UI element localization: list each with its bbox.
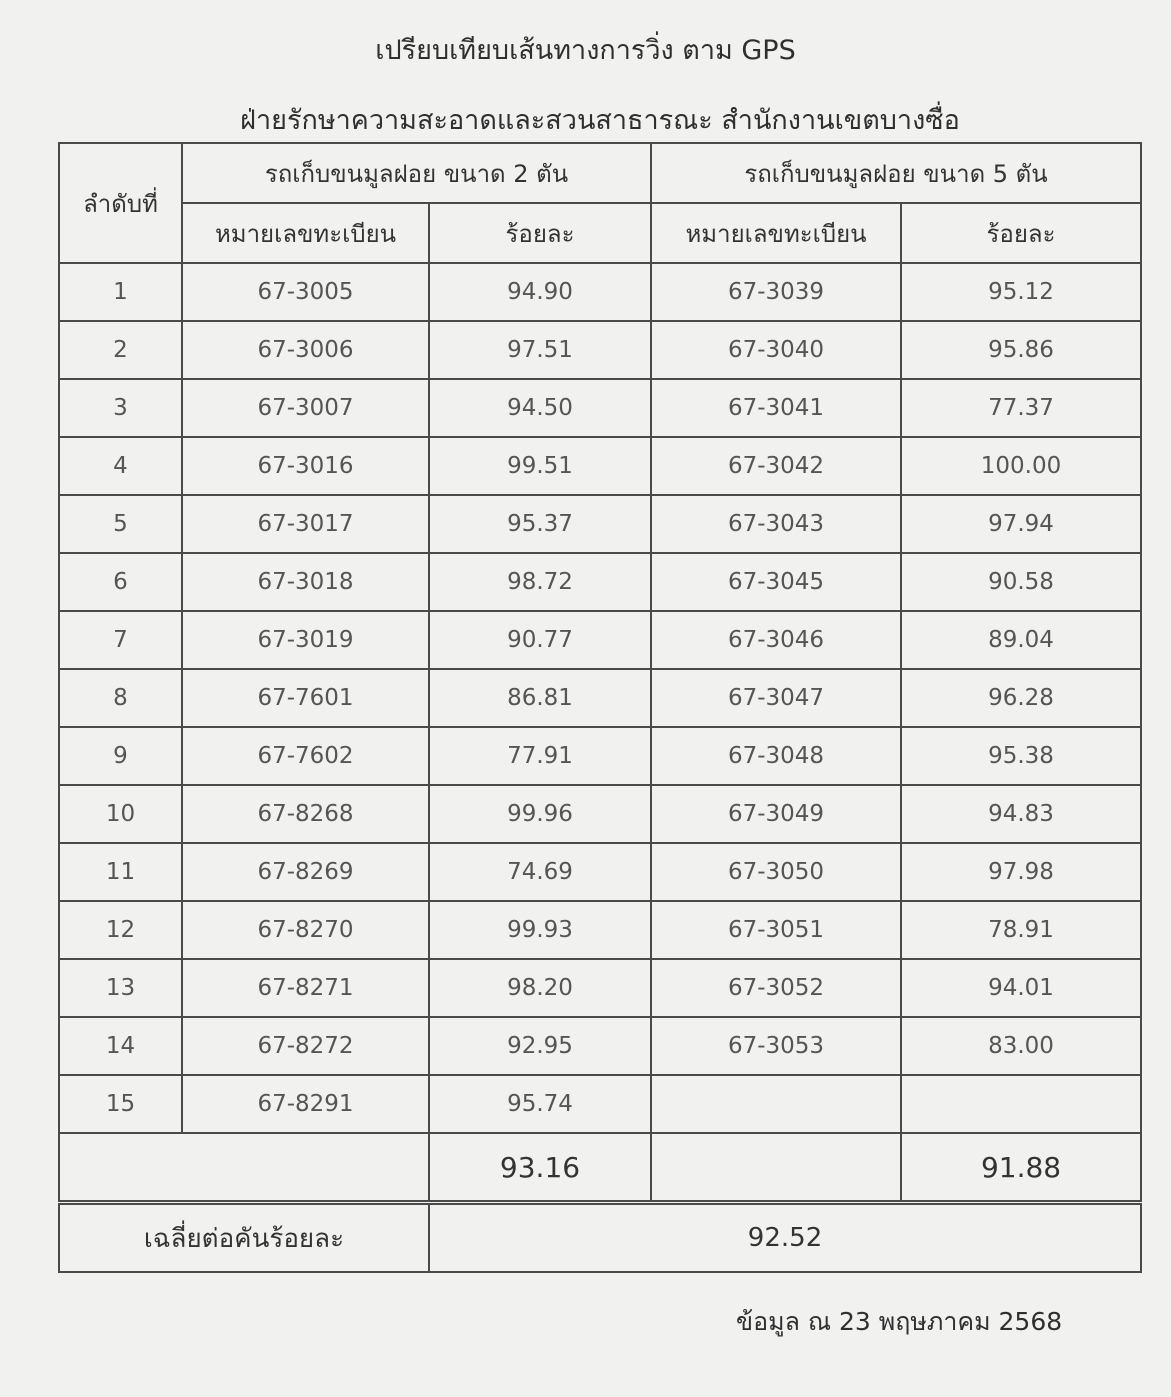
header-plate-2ton: หมายเลขทะเบียน: [182, 203, 429, 263]
cell-percent-5ton: 95.86: [901, 321, 1141, 379]
table-row: [59, 553, 1141, 611]
cell-percent-5ton: 83.00: [901, 1017, 1141, 1075]
cell-plate-2ton: 67-3016: [182, 437, 429, 495]
cell-plate-2ton: 67-3006: [182, 321, 429, 379]
cell-percent-2ton: 94.90: [429, 263, 651, 321]
cell-percent-2ton: 99.93: [429, 901, 651, 959]
total-5ton: 91.88: [901, 1133, 1141, 1203]
cell-plate-5ton: 67-3042: [651, 437, 901, 495]
cell-plate-5ton: [651, 1075, 901, 1133]
total-row: [59, 1133, 1141, 1203]
cell-seq: 1: [59, 263, 182, 321]
cell-percent-2ton: 86.81: [429, 669, 651, 727]
cell-plate-2ton: 67-3018: [182, 553, 429, 611]
cell-percent-2ton: 98.20: [429, 959, 651, 1017]
cell-plate-5ton: 67-3047: [651, 669, 901, 727]
header-row-columns: [59, 203, 1141, 263]
cell-plate-5ton: 67-3053: [651, 1017, 901, 1075]
table-row: [59, 495, 1141, 553]
cell-seq: 10: [59, 785, 182, 843]
header-group-5ton: รถเก็บขนมูลฝอย ขนาด 5 ตัน: [651, 143, 1141, 203]
cell-plate-5ton: 67-3040: [651, 321, 901, 379]
cell-seq: 4: [59, 437, 182, 495]
cell-seq: 7: [59, 611, 182, 669]
cell-percent-2ton: 97.51: [429, 321, 651, 379]
cell-percent-5ton: 95.38: [901, 727, 1141, 785]
gps-route-table: [58, 142, 1142, 1273]
cell-percent-5ton: 90.58: [901, 553, 1141, 611]
table-row: [59, 379, 1141, 437]
average-label: เฉลี่ยต่อคันร้อยละ: [59, 1203, 429, 1273]
table-row: [59, 437, 1141, 495]
cell-percent-2ton: 94.50: [429, 379, 651, 437]
cell-plate-2ton: 67-8291: [182, 1075, 429, 1133]
cell-seq: 9: [59, 727, 182, 785]
cell-percent-5ton: [901, 1075, 1141, 1133]
cell-plate-2ton: 67-7602: [182, 727, 429, 785]
cell-percent-5ton: 97.94: [901, 495, 1141, 553]
cell-seq: 15: [59, 1075, 182, 1133]
cell-seq: 12: [59, 901, 182, 959]
cell-plate-5ton: 67-3048: [651, 727, 901, 785]
header-percent-5ton: ร้อยละ: [901, 203, 1141, 263]
cell-percent-5ton: 100.00: [901, 437, 1141, 495]
data-date-note: ข้อมูล ณ 23 พฤษภาคม 2568: [736, 1307, 1063, 1336]
header-group-2ton: รถเก็บขนมูลฝอย ขนาด 2 ตัน: [182, 143, 651, 203]
table-row: [59, 901, 1141, 959]
total-5ton-empty: [651, 1133, 901, 1203]
cell-plate-5ton: 67-3045: [651, 553, 901, 611]
cell-seq: 8: [59, 669, 182, 727]
cell-percent-2ton: 95.74: [429, 1075, 651, 1133]
average-row: [59, 1203, 1141, 1273]
table-row: [59, 843, 1141, 901]
cell-plate-5ton: 67-3049: [651, 785, 901, 843]
table-row: [59, 785, 1141, 843]
cell-plate-5ton: 67-3051: [651, 901, 901, 959]
cell-percent-2ton: 95.37: [429, 495, 651, 553]
cell-percent-5ton: 94.83: [901, 785, 1141, 843]
cell-seq: 2: [59, 321, 182, 379]
table-row: [59, 959, 1141, 1017]
cell-percent-5ton: 94.01: [901, 959, 1141, 1017]
cell-percent-2ton: 77.91: [429, 727, 651, 785]
cell-plate-2ton: 67-3019: [182, 611, 429, 669]
average-value: 92.52: [429, 1203, 1141, 1273]
cell-percent-2ton: 92.95: [429, 1017, 651, 1075]
table-row: [59, 1075, 1141, 1133]
cell-plate-2ton: 67-3017: [182, 495, 429, 553]
cell-seq: 11: [59, 843, 182, 901]
cell-plate-2ton: 67-3005: [182, 263, 429, 321]
table-row: [59, 727, 1141, 785]
cell-seq: 6: [59, 553, 182, 611]
cell-plate-5ton: 67-3043: [651, 495, 901, 553]
table-row: [59, 321, 1141, 379]
cell-plate-5ton: 67-3052: [651, 959, 901, 1017]
table-row: [59, 611, 1141, 669]
cell-percent-2ton: 98.72: [429, 553, 651, 611]
header-row-groups: [59, 143, 1141, 203]
cell-percent-2ton: 99.51: [429, 437, 651, 495]
cell-seq: 14: [59, 1017, 182, 1075]
cell-percent-5ton: 78.91: [901, 901, 1141, 959]
header-plate-5ton: หมายเลขทะเบียน: [651, 203, 901, 263]
cell-percent-5ton: 97.98: [901, 843, 1141, 901]
cell-plate-2ton: 67-8268: [182, 785, 429, 843]
cell-percent-2ton: 74.69: [429, 843, 651, 901]
cell-seq: 13: [59, 959, 182, 1017]
cell-plate-2ton: 67-3007: [182, 379, 429, 437]
table-row: [59, 263, 1141, 321]
total-2ton: 93.16: [429, 1133, 651, 1203]
cell-percent-5ton: 77.37: [901, 379, 1141, 437]
table-row: [59, 669, 1141, 727]
cell-seq: 3: [59, 379, 182, 437]
header-percent-2ton: ร้อยละ: [429, 203, 651, 263]
header-seq: ลำดับที่: [59, 143, 182, 263]
cell-plate-5ton: 67-3041: [651, 379, 901, 437]
cell-percent-2ton: 99.96: [429, 785, 651, 843]
page-title: เปรียบเทียบเส้นทางการวิ่ง ตาม GPS: [375, 35, 796, 66]
cell-plate-2ton: 67-8271: [182, 959, 429, 1017]
cell-plate-2ton: 67-7601: [182, 669, 429, 727]
cell-percent-5ton: 95.12: [901, 263, 1141, 321]
cell-plate-2ton: 67-8269: [182, 843, 429, 901]
cell-plate-2ton: 67-8270: [182, 901, 429, 959]
cell-percent-2ton: 90.77: [429, 611, 651, 669]
table-row: [59, 1017, 1141, 1075]
page-subtitle: ฝ่ายรักษาความสะอาดและสวนสาธารณะ สำนักงานเขตบางซื่อ: [240, 105, 960, 136]
cell-seq: 5: [59, 495, 182, 553]
cell-plate-2ton: 67-8272: [182, 1017, 429, 1075]
total-label-empty: [59, 1133, 429, 1203]
cell-percent-5ton: 89.04: [901, 611, 1141, 669]
cell-plate-5ton: 67-3046: [651, 611, 901, 669]
cell-percent-5ton: 96.28: [901, 669, 1141, 727]
cell-plate-5ton: 67-3039: [651, 263, 901, 321]
cell-plate-5ton: 67-3050: [651, 843, 901, 901]
